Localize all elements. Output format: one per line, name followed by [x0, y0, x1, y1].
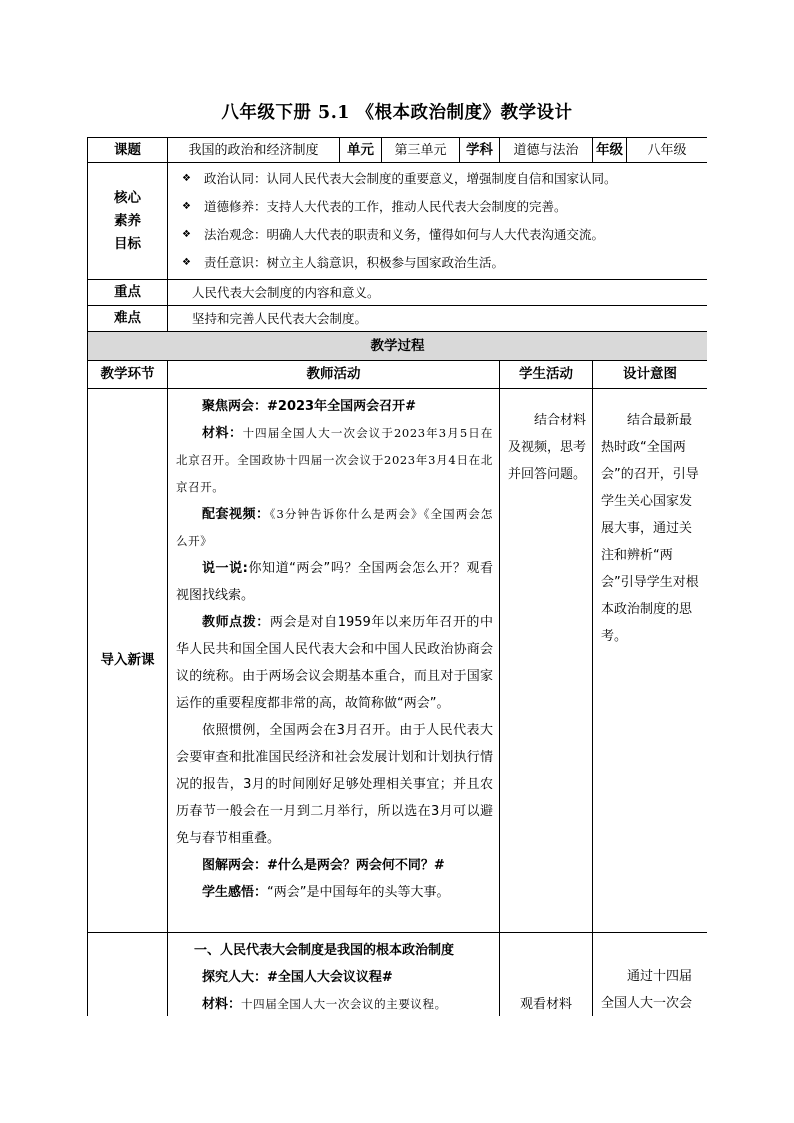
intro-row — [88, 389, 708, 933]
literacy-row — [88, 163, 708, 280]
difficult-point-row — [88, 306, 708, 332]
intro-design-intent — [593, 389, 707, 933]
diamond-bullet-icon: ❖ — [182, 257, 191, 268]
literacy-point — [168, 193, 707, 221]
lesson-plan-table — [87, 137, 707, 1016]
literacy-label — [88, 163, 168, 280]
literacy-point — [168, 221, 707, 249]
process-band-row — [88, 332, 708, 361]
intro-material — [176, 420, 493, 501]
diamond-bullet-icon: ❖ — [182, 229, 191, 240]
subject-value: 道德与法治 — [500, 138, 593, 163]
section1-explore: 探究人大：#全国人大会议议程# — [202, 970, 393, 985]
intro-say — [176, 555, 493, 609]
unit-value: 第三单元 — [382, 138, 460, 163]
column-header-stage: 教学环节 — [88, 361, 168, 389]
section1-teacher-activity — [168, 933, 500, 1017]
section1-stage — [88, 933, 168, 1017]
intro-tip — [176, 609, 493, 717]
intro-teacher-activity — [168, 389, 500, 933]
literacy-point-text: 道德修养：支持人大代表的工作，推动人民代表大会制度的完善。 — [204, 199, 567, 214]
material-label: 材料： — [202, 426, 243, 441]
literacy-point-text: 责任意识：树立主人翁意识，积极参与国家政治生活。 — [204, 255, 505, 270]
literacy-point-text: 法治观念：明确人大代表的职责和义务，懂得如何与人大代表沟通交流。 — [204, 227, 605, 242]
column-header-student: 学生活动 — [500, 361, 593, 389]
material-text: 十四届全国人大一次会议于2023年3月5日在北京召开。全国政协十四届一次会议于2023年3月4日在北京召开。 — [176, 426, 494, 494]
literacy-label-line: 目标 — [114, 235, 141, 252]
intro-focus: 聚焦两会：#2023年全国两会召开# — [202, 399, 416, 414]
literacy-label-line: 素养 — [114, 212, 141, 229]
difficult-point-label: 难点 — [88, 306, 168, 332]
say-label: 说一说: — [202, 561, 248, 576]
topic-label: 课题 — [88, 138, 168, 163]
literacy-point — [168, 249, 707, 277]
video-text: 《3分钟告诉你什么是两会》《全国两会怎么开》 — [176, 507, 494, 548]
section1-heading: 一、人民代表大会制度是我国的根本政治制度 — [194, 943, 455, 958]
unit-label: 单元 — [340, 138, 382, 163]
topic-value: 我国的政治和经济制度 — [168, 138, 340, 163]
section1-student-text: 观看材料 — [520, 997, 573, 1012]
literacy-point-text: 政治认同：认同人民代表大会制度的重要意义，增强制度自信和国家认同。 — [204, 171, 617, 186]
feel-text: “两会”是中国每年的头等大事。 — [267, 885, 450, 900]
tip-label: 教师点拨： — [202, 615, 270, 630]
feel-label: 学生感悟： — [202, 885, 268, 900]
section1-material — [176, 991, 493, 1016]
intro-diagram: 图解两会：#什么是两会？两会何不同？# — [202, 858, 445, 873]
literacy-point — [168, 165, 707, 193]
intro-stage: 导入新课 — [88, 389, 168, 933]
subject-label: 学科 — [460, 138, 500, 163]
section1-material-text: 十四届全国人大一次会议的主要议程。 — [241, 997, 447, 1011]
section1-row — [88, 933, 708, 1017]
section1-student-activity — [500, 933, 593, 1017]
literacy-label-line: 核心 — [114, 189, 141, 206]
key-point-label: 重点 — [88, 280, 168, 306]
intro-feel — [176, 879, 493, 906]
column-header-teacher: 教师活动 — [168, 361, 500, 389]
diamond-bullet-icon: ❖ — [182, 173, 191, 184]
say-text: 你知道“两会”吗？全国两会怎么开？观看视图找线索。 — [176, 561, 494, 603]
info-row — [88, 138, 708, 163]
difficult-point-value: 坚持和完善人民代表大会制度。 — [168, 306, 708, 332]
key-point-row — [88, 280, 708, 306]
literacy-points — [168, 163, 708, 280]
section1-design-intent — [593, 933, 707, 1017]
tip-text: 两会是对自1959年以来历年召开的中华人民共和国全国人民代表大会和中国人民政治协商会议的统称。由于两场会议会期基本重合，而且对于国家运作的重要程度都非常的高，故简称做“两会”。 — [176, 615, 494, 711]
key-point-value: 人民代表大会制度的内容和意义。 — [168, 280, 708, 306]
intro-student-text: 结合材料及视频，思考并回答问题。 — [508, 413, 587, 482]
diamond-bullet-icon: ❖ — [182, 201, 191, 212]
intro-student-activity — [500, 389, 593, 933]
section1-material-label: 材料： — [202, 997, 242, 1012]
column-header-row — [88, 361, 708, 389]
intro-video — [176, 501, 493, 555]
video-label: 配套视频： — [202, 507, 270, 522]
grade-value: 八年级 — [627, 138, 707, 163]
intro-intent-text: 结合最新最热时政“全国两会”的召开，引导学生关心国家发展大事，通过关注和辨析“两会”引导学生对根本政治制度的思考。 — [601, 413, 699, 644]
intro-paragraph: 依照惯例，全国两会在3月召开。由于人民代表大会要审查和批准国民经济和社会发展计划和计划执行情况的报告，3月的时间刚好足够处理相关事宜；并且农历春节一般会在一月到二月举行，所以选在3月可以避免与春节相重叠。 — [176, 723, 494, 846]
grade-label: 年级 — [593, 138, 627, 163]
page-title: 八年级下册 5.1 《根本政治制度》教学设计 — [221, 103, 573, 123]
process-band: 教学过程 — [88, 332, 708, 361]
column-header-intent: 设计意图 — [593, 361, 707, 389]
section1-intent-text: 通过十四届全国人大一次会 — [601, 969, 693, 1011]
